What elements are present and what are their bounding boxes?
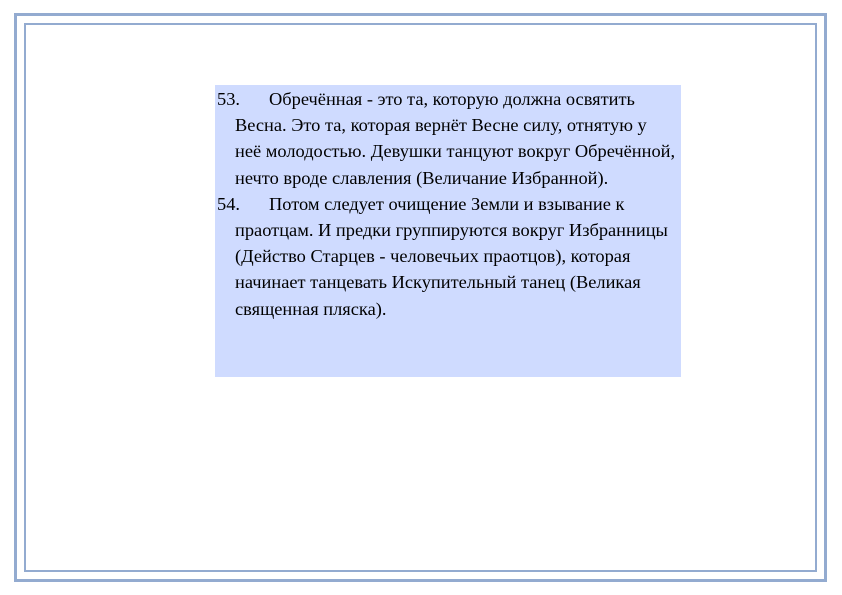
item-text: Обречённая - это та, которую должна освятить Весна. Это та, которая вернёт Весне силу, отнятую у неё молодостью. Девушки танцуют вокруг Обречённой, нечто вроде славления (Величание Избранной). [235, 89, 676, 188]
item-number: 54. [217, 193, 240, 214]
item-text: Потом следует очищение Земли и взывание к праотцам. И предки группируются вокруг Избранницы (Действо Старцев - человечьих праотцов), которая начинает танцевать Искупительный танец (Великая священная пляска). [235, 193, 668, 319]
list-item-54 [217, 191, 677, 322]
item-number: 53. [217, 89, 240, 109]
numbered-text-box [215, 85, 681, 377]
list-item-53 [217, 86, 677, 191]
